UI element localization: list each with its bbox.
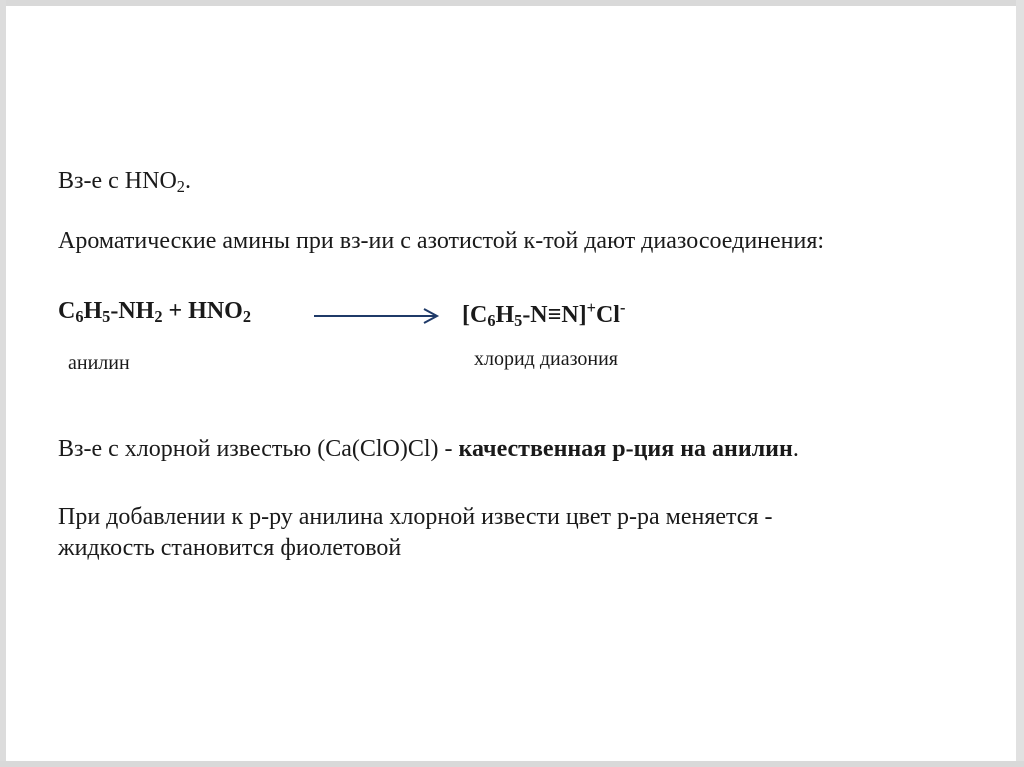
frame-left [0, 0, 6, 767]
reactant-hno-sub: 2 [242, 307, 251, 327]
paragraph-line-2: жидкость становится фиолетовой [58, 535, 402, 561]
product-cl: Cl [595, 301, 620, 328]
heading-hno2-reaction [58, 168, 191, 197]
intro-text: Ароматические амины при вз-ии с азотистой к-той дают диазосоединения: [58, 228, 825, 254]
heading-bleach-reaction [58, 436, 799, 463]
reactant-nh-sub: 2 [154, 307, 163, 327]
product-charge-plus: + [586, 298, 596, 317]
heading1-subscript: 2 [176, 177, 185, 197]
product-c-sub: 6 [487, 311, 496, 331]
reaction-arrow-icon [312, 306, 442, 326]
reactant-plus-hno: + HNO [162, 298, 243, 324]
heading2-normal: Вз-е с хлорной известью (Ca(ClO)Cl) - [58, 436, 459, 462]
equation-reactants [58, 298, 251, 327]
frame-bottom [0, 761, 1024, 767]
equation-product [462, 298, 625, 331]
product-name: хлорид диазония [474, 348, 619, 370]
reactant-c-sub: 6 [75, 307, 84, 327]
reactant-name: анилин [68, 352, 130, 374]
product-h-sub: 5 [514, 311, 523, 331]
product-open: [C [462, 301, 488, 328]
product-charge-minus: - [619, 298, 626, 317]
heading1-suffix: . [184, 168, 191, 194]
frame-top [0, 0, 1024, 6]
reactant-c: C [58, 298, 76, 324]
reactant-h-sub: 5 [102, 307, 111, 327]
reactant-h: H [83, 298, 103, 324]
paragraph-line-1: При добавлении к р-ру анилина хлорной извести цвет р-ра меняется - [58, 504, 773, 530]
heading2-bold: качественная р-ция на анилин [458, 436, 793, 462]
frame-right [1016, 0, 1024, 767]
heading1-text: Вз-е с HNO [58, 168, 177, 194]
description-paragraph [58, 502, 773, 564]
reactant-nh: -NH [110, 298, 155, 324]
heading2-suffix: . [792, 436, 799, 462]
product-h: H [495, 301, 515, 328]
product-rest: -N≡N] [522, 301, 587, 328]
